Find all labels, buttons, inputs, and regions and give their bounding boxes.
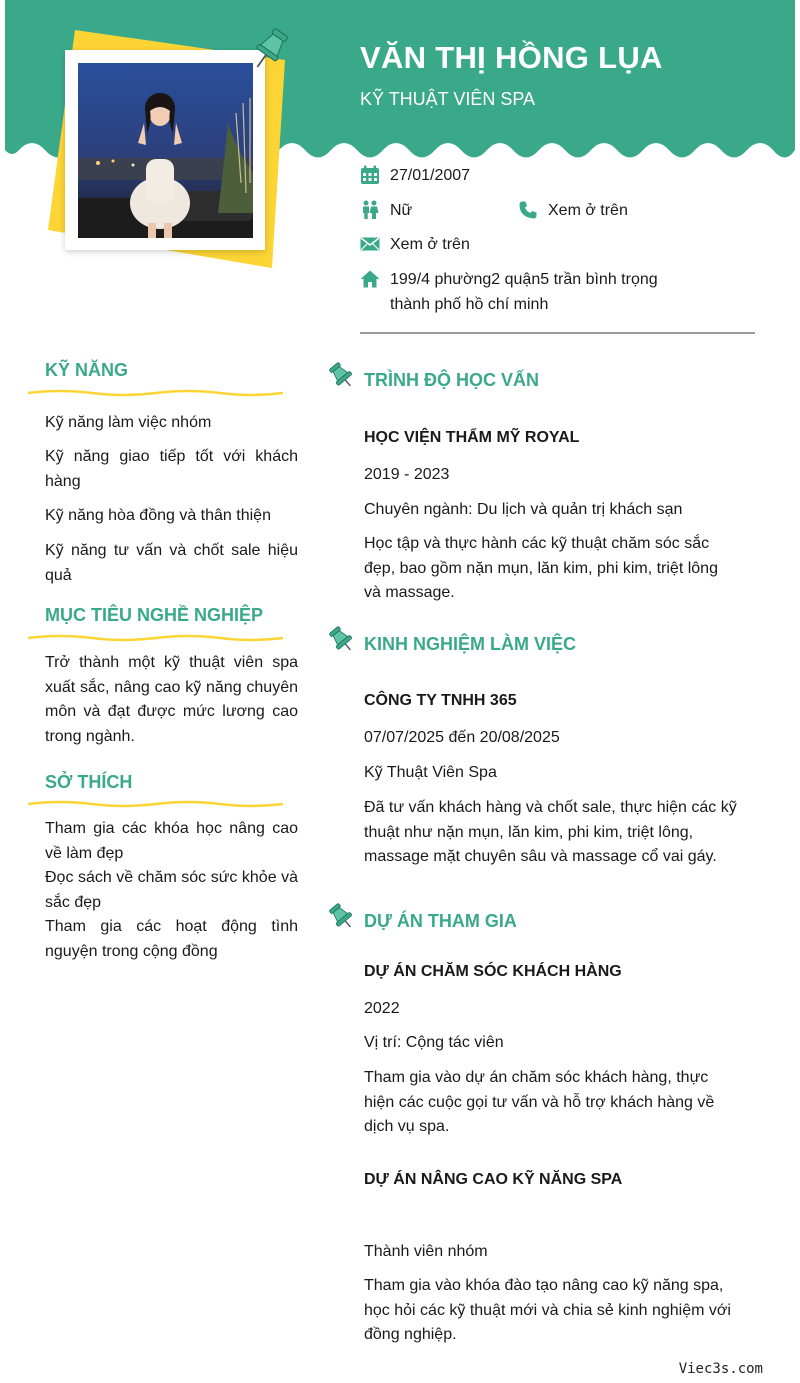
gender-text: Nữ	[390, 202, 413, 219]
avatar	[78, 63, 253, 238]
home-icon	[360, 269, 380, 289]
hobby-item: Tham gia các khóa học nâng cao về làm đẹp	[45, 820, 298, 862]
education-description: Học tập và thực hành các kỹ thuật chăm sóc sắc đẹp, bao gồm nặn mụn, lăn kim, phi kim, triệt lông và massage.	[364, 535, 718, 601]
education-school: HỌC VIỆN THẨM MỸ ROYAL	[364, 429, 580, 446]
contact-address	[360, 267, 658, 317]
candidate-name: VĂN THỊ HỒNG LỤA	[360, 40, 663, 75]
skills-underline	[28, 388, 283, 398]
photo-card	[65, 50, 265, 250]
project-description: Tham gia vào khóa đào tạo nâng cao kỹ năng spa, học hỏi các kỹ thuật mới và chia sẻ kinh nghiệm với đồng nghiệp.	[364, 1277, 731, 1343]
contact-phone	[518, 198, 628, 223]
calendar-icon	[360, 165, 380, 185]
experience-position: Kỹ Thuật Viên Spa	[364, 764, 497, 781]
address-text	[390, 267, 658, 317]
email-text: Xem ở trên	[390, 236, 470, 253]
address-line-2: thành phố hồ chí minh	[390, 296, 549, 313]
project-period: 2022	[364, 1000, 400, 1017]
hobby-item: Tham gia các hoạt động tình nguyện trong cộng đồng	[45, 918, 298, 960]
contact-gender	[360, 198, 412, 223]
education-period: 2019 - 2023	[364, 466, 450, 483]
envelope-icon	[360, 234, 380, 254]
objective-text: Trở thành một kỹ thuật viên spa xuất sắc, nâng cao kỹ năng chuyên môn và đạt được mức lương cao trong ngành.	[45, 654, 298, 745]
skill-item: Kỹ năng làm việc nhóm	[45, 414, 212, 431]
contact-email	[360, 232, 470, 257]
gender-icon	[360, 200, 380, 220]
skills-title: KỸ NĂNG	[45, 360, 129, 380]
skill-item: Kỹ năng giao tiếp tốt với khách hàng	[45, 448, 298, 490]
contact-divider	[360, 332, 755, 334]
project-role: Vị trí: Cộng tác viên	[364, 1034, 504, 1051]
education-major: Chuyên ngành: Du lịch và quản trị khách sạn	[364, 501, 683, 518]
job-title: KỸ THUẬT VIÊN SPA	[360, 89, 536, 109]
project-role: Thành viên nhóm	[364, 1243, 488, 1260]
phone-text: Xem ở trên	[548, 202, 628, 219]
project-name: DỰ ÁN NÂNG CAO KỸ NĂNG SPA	[364, 1171, 623, 1188]
phone-icon	[518, 200, 538, 220]
hobbies-title: SỞ THÍCH	[45, 772, 133, 792]
contact-birthday	[360, 163, 470, 188]
experience-title: KINH NGHIỆM LÀM VIỆC	[364, 634, 577, 654]
project-description: Tham gia vào dự án chăm sóc khách hàng, thực hiện các cuộc gọi tư vấn và hỗ trợ khách hàng về dịch vụ spa.	[364, 1069, 715, 1135]
experience-description: Đã tư vấn khách hàng và chốt sale, thực hiện các kỹ thuật như nặn mụn, lăn kim, phi kim, triệt lông, massage mặt chuyên sâu và massage cổ vai gáy.	[364, 799, 737, 865]
profile-photo-frame	[40, 25, 300, 275]
experience-company: CÔNG TY TNHH 365	[364, 692, 517, 709]
skill-item: Kỹ năng hòa đồng và thân thiện	[45, 507, 271, 524]
hobbies-underline	[28, 799, 283, 809]
education-title: TRÌNH ĐỘ HỌC VẤN	[364, 370, 539, 390]
objective-title: MỤC TIÊU NGHỀ NGHIỆP	[45, 605, 264, 625]
pushpin-icon	[328, 903, 356, 931]
projects-title: DỰ ÁN THAM GIA	[364, 911, 517, 931]
objective-underline	[28, 633, 283, 643]
hobby-item: Đọc sách về chăm sóc sức khỏe và sắc đẹp	[45, 869, 298, 911]
skill-item: Kỹ năng tư vấn và chốt sale hiệu quả	[45, 542, 298, 584]
address-line-1: 199/4 phường2 quận5 trần bình trọng	[390, 271, 658, 288]
pushpin-icon	[250, 25, 290, 73]
experience-period: 07/07/2025 đến 20/08/2025	[364, 729, 560, 746]
project-name: DỰ ÁN CHĂM SÓC KHÁCH HÀNG	[364, 963, 622, 980]
footer-brand: Viec3s.com	[678, 1361, 763, 1377]
pushpin-icon	[328, 626, 356, 654]
birthday-text: 27/01/2007	[390, 167, 471, 184]
pushpin-icon	[328, 362, 356, 390]
